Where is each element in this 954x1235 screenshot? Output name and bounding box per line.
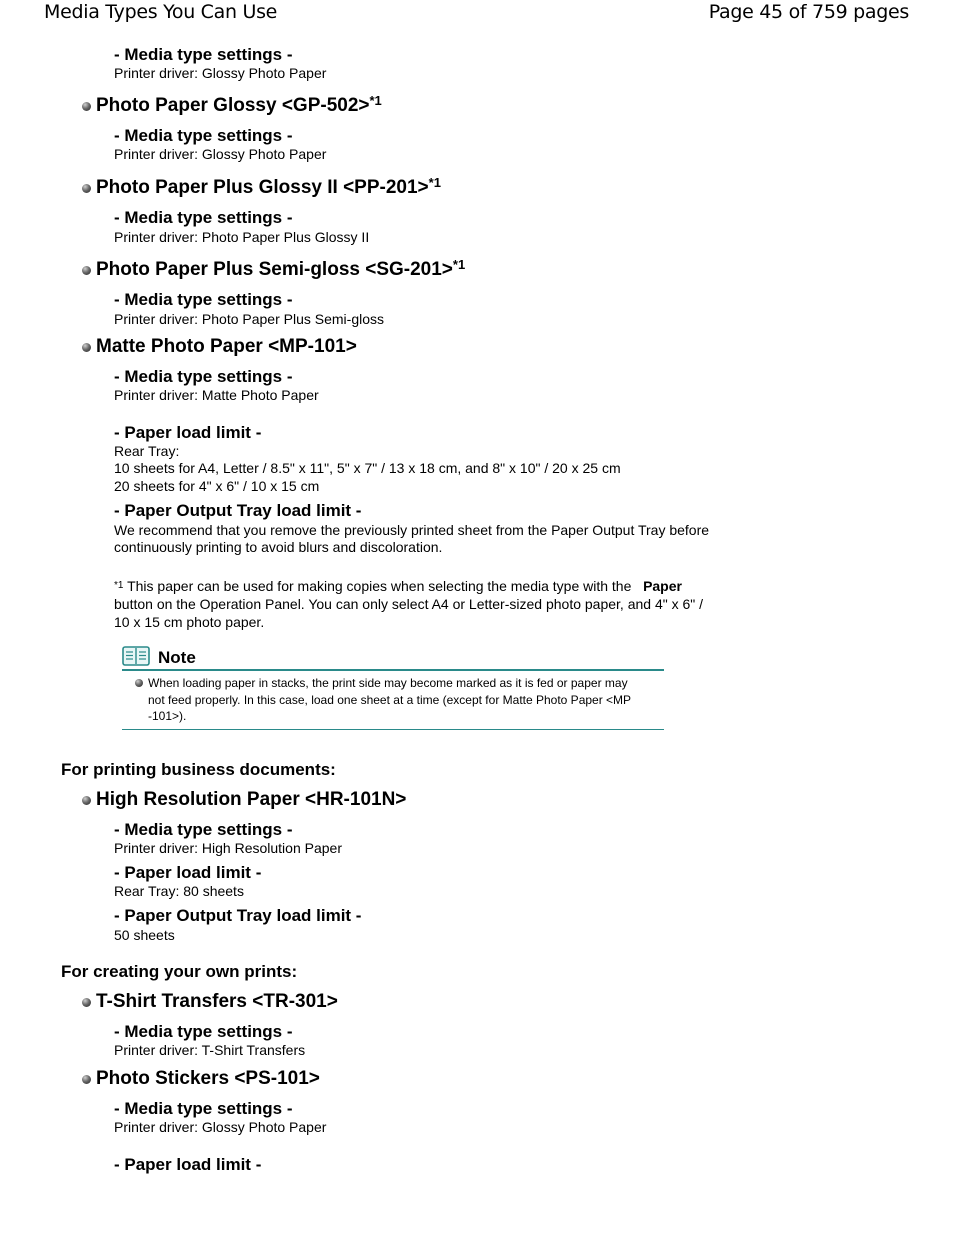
footnote-emphasis: Paper — [643, 578, 682, 594]
media-type-settings-heading: - Media type settings - — [114, 1022, 293, 1041]
note-text: not feed properly. In this case, load one sheet at a time (except for Matte Photo Paper <MP — [148, 693, 632, 707]
bullet-icon — [82, 102, 91, 111]
load-limit-text: Rear Tray: 80 sheets — [114, 883, 244, 899]
bullet-icon — [135, 679, 143, 687]
media-item-title: High Resolution Paper <HR-101N> — [96, 789, 407, 810]
footnote-text — [114, 577, 682, 595]
output-tray-text: continuously printing to avoid blurs and discoloration. — [114, 539, 443, 555]
paper-load-limit-heading: - Paper load limit - — [114, 863, 262, 882]
media-type-settings-heading: - Media type settings - — [114, 1099, 293, 1118]
note-divider — [122, 669, 664, 671]
media-type-settings-heading: - Media type settings - — [114, 208, 293, 227]
page-header — [0, 0, 954, 28]
media-type-settings-heading: - Media type settings - — [114, 367, 293, 386]
printer-driver-text: Printer driver: T-Shirt Transfers — [114, 1042, 306, 1058]
media-type-settings-heading: - Media type settings - — [114, 290, 293, 309]
media-item-title: Matte Photo Paper <MP-101> — [96, 336, 357, 357]
footnote-reference: *1 — [428, 175, 441, 190]
note-title: Note — [158, 648, 196, 667]
output-tray-text: 50 sheets — [114, 927, 175, 943]
section-heading-creating: For creating your own prints: — [61, 962, 298, 981]
load-limit-text: Rear Tray: — [114, 443, 180, 459]
printer-driver-text: Printer driver: Glossy Photo Paper — [114, 146, 327, 162]
page-counter: Page 45 of 759 pages — [708, 1, 909, 23]
media-item-title — [96, 259, 465, 281]
printer-driver-text: Printer driver: Photo Paper Plus Glossy II — [114, 229, 370, 245]
printer-driver-text: Printer driver: Matte Photo Paper — [114, 387, 319, 403]
load-limit-text: 10 sheets for A4, Letter / 8.5" x 11", 5" x 7" / 13 x 18 cm, and 8" x 10" / 20 x 25 cm — [114, 460, 621, 476]
output-tray-limit-heading: - Paper Output Tray load limit - — [114, 906, 362, 925]
media-type-settings-heading: - Media type settings - — [114, 820, 293, 839]
media-item-title — [96, 95, 382, 117]
bullet-icon — [82, 184, 91, 193]
printer-driver-text: Printer driver: High Resolution Paper — [114, 840, 342, 856]
printer-driver-text: Printer driver: Glossy Photo Paper — [114, 65, 327, 81]
media-item-title — [96, 177, 441, 199]
page-title: Media Types You Can Use — [44, 1, 278, 23]
media-item-title: T-Shirt Transfers <TR-301> — [96, 991, 338, 1012]
bullet-icon — [82, 998, 91, 1007]
printer-driver-text: Printer driver: Glossy Photo Paper — [114, 1119, 327, 1135]
media-type-settings-heading: - Media type settings - — [114, 45, 293, 64]
media-item-title-text: Photo Paper Plus Semi-gloss <SG-201> — [96, 259, 453, 280]
section-heading-business: For printing business documents: — [61, 760, 336, 779]
footnote-line: 10 x 15 cm photo paper. — [114, 614, 265, 630]
output-tray-text: We recommend that you remove the previously printed sheet from the Paper Output Tray before — [114, 522, 710, 538]
footnote-line: button on the Operation Panel. You can only select A4 or Letter-sized photo paper, and 4" x 6" / — [114, 596, 704, 612]
output-tray-limit-heading: - Paper Output Tray load limit - — [114, 501, 362, 520]
media-type-settings-heading: - Media type settings - — [114, 126, 293, 145]
media-item-title-text: Photo Paper Glossy <GP-502> — [96, 95, 370, 116]
footnote-mark: *1 — [114, 580, 124, 591]
media-item-title: Photo Stickers <PS-101> — [96, 1068, 320, 1089]
bullet-icon — [82, 266, 91, 275]
bullet-icon — [82, 796, 91, 805]
note-text: When loading paper in stacks, the print side may become marked as it is fed or paper may — [148, 676, 628, 690]
footnote-reference: *1 — [369, 93, 382, 108]
paper-load-limit-heading: - Paper load limit - — [114, 1155, 262, 1174]
bullet-icon — [82, 1075, 91, 1084]
note-text: -101>). — [148, 709, 187, 723]
paper-load-limit-heading: - Paper load limit - — [114, 423, 262, 442]
media-item-title-text: Photo Paper Plus Glossy II <PP-201> — [96, 177, 429, 198]
note-book-icon — [122, 645, 150, 667]
printer-driver-text: Printer driver: Photo Paper Plus Semi-gloss — [114, 311, 384, 327]
note-box — [122, 645, 664, 730]
load-limit-text: 20 sheets for 4" x 6" / 10 x 15 cm — [114, 478, 320, 494]
footnote-reference: *1 — [452, 257, 466, 272]
footnote-line: This paper can be used for making copies when selecting the media type with the — [127, 578, 632, 594]
bullet-icon — [82, 343, 91, 352]
